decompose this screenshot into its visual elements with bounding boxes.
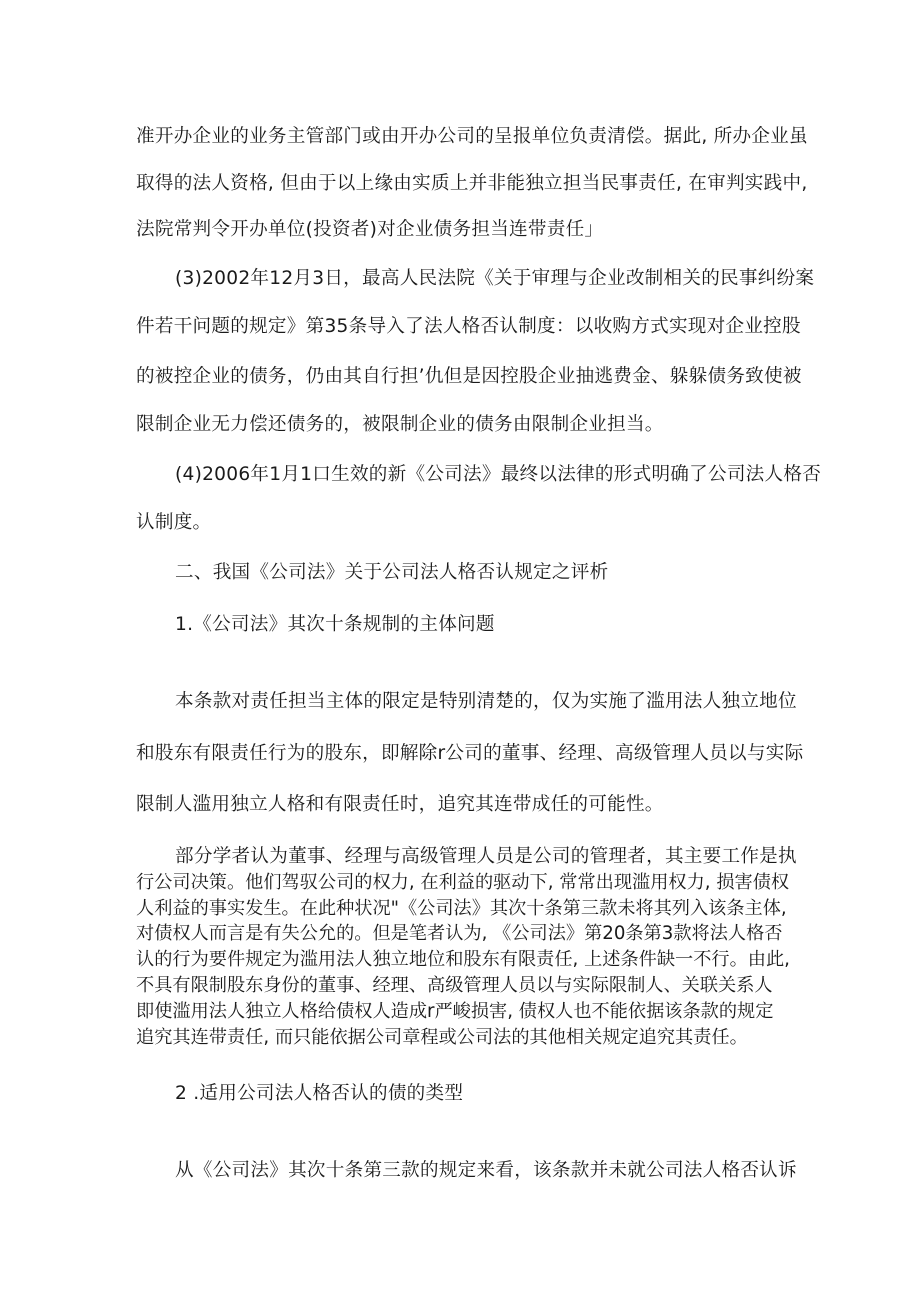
text-line: 取得的法人资格, 但由于以上缘由实质上并非能独立担当民事责任, 在审判实践中,: [136, 173, 808, 194]
text-line: 和股东有限责任行为的股东，即解除r公司的董事、经理、高级管理人员以与实际: [136, 743, 804, 764]
text-line: 限制企业无力偿还债务的，被限制企业的债务由限制企业担当。: [136, 414, 664, 435]
text-line: 从《公司法》其次十条第三款的规定来看，该条款并未就公司法人格否认诉: [175, 1160, 797, 1181]
section-heading: 二、我国《公司法》关于公司法人格否认规定之评析: [175, 562, 609, 583]
text-line: 限制人滥用独立人格和有限责任时，追究其连带成任的可能性。: [136, 794, 664, 815]
text-line: 本条款对责任担当主体的限定是特别清楚的，仅为实施了滥用法人独立地位: [175, 691, 797, 712]
text-line: (3)2002年12月3日，最高人民法院《关于审理与企业改制相关的民事纠纷案: [175, 268, 815, 289]
text-line: 认的行为要件规定为滥用法人独立地位和股东有限责任, 上述条件缺一不行。由此,: [136, 949, 790, 970]
text-line: 对债权人而言是有失公允的。但是笔者认为, 《公司法》第20条第3款将法人格否: [136, 923, 783, 944]
text-line: 人利益的事实发生。在此种状况"《公司法》其次十条第三款未将其列入该条主体,: [136, 898, 787, 919]
text-line: 即使滥用法人独立人格给债权人造成r严峻损害, 债权人也不能依据该条款的规定: [136, 1001, 774, 1022]
text-line: 不具有限制股东身份的董事、经理、高级管理人员以与实际限制人、关联关系人: [136, 975, 773, 996]
text-line: 追究其连带责任, 而只能依据公司章程或公司法的其他相关规定追究其责任。: [136, 1027, 748, 1048]
text-line: 行公司决策。他们驾驭公司的权力, 在利益的驱动下, 常常出现滥用权力, 损害债权: [136, 872, 790, 893]
subsection-heading-2: 2 .适用公司法人格否认的债的类型: [175, 1083, 464, 1104]
text-line: 认制度。: [136, 512, 212, 533]
subsection-heading-1: 1.《公司法》其次十条规制的主体问题: [175, 614, 495, 635]
text-line: 的被控企业的债务，仍由其自行担’仇但是因控股企业抽逃费金、躲躲债务致使被: [136, 366, 802, 387]
text-line: 件若干问题的规定》第35条导入了法人格否认制度：以收购方式实现对企业控股: [136, 316, 801, 337]
text-line: 部分学者认为董事、经理与高级管理人员是公司的管理者，其主要工作是执: [175, 846, 797, 867]
text-line: (4)2006年1月1口生效的新《公司法》最终以法律的形式明确了公司法人格否: [175, 464, 822, 485]
text-line: 法院常判令开办单位(投资者)对企业债务担当连带责任」: [136, 219, 604, 240]
text-line: 准开办企业的业务主管部门或由开办公司的呈报单位负责清偿。据此, 所办企业虽: [136, 126, 808, 147]
